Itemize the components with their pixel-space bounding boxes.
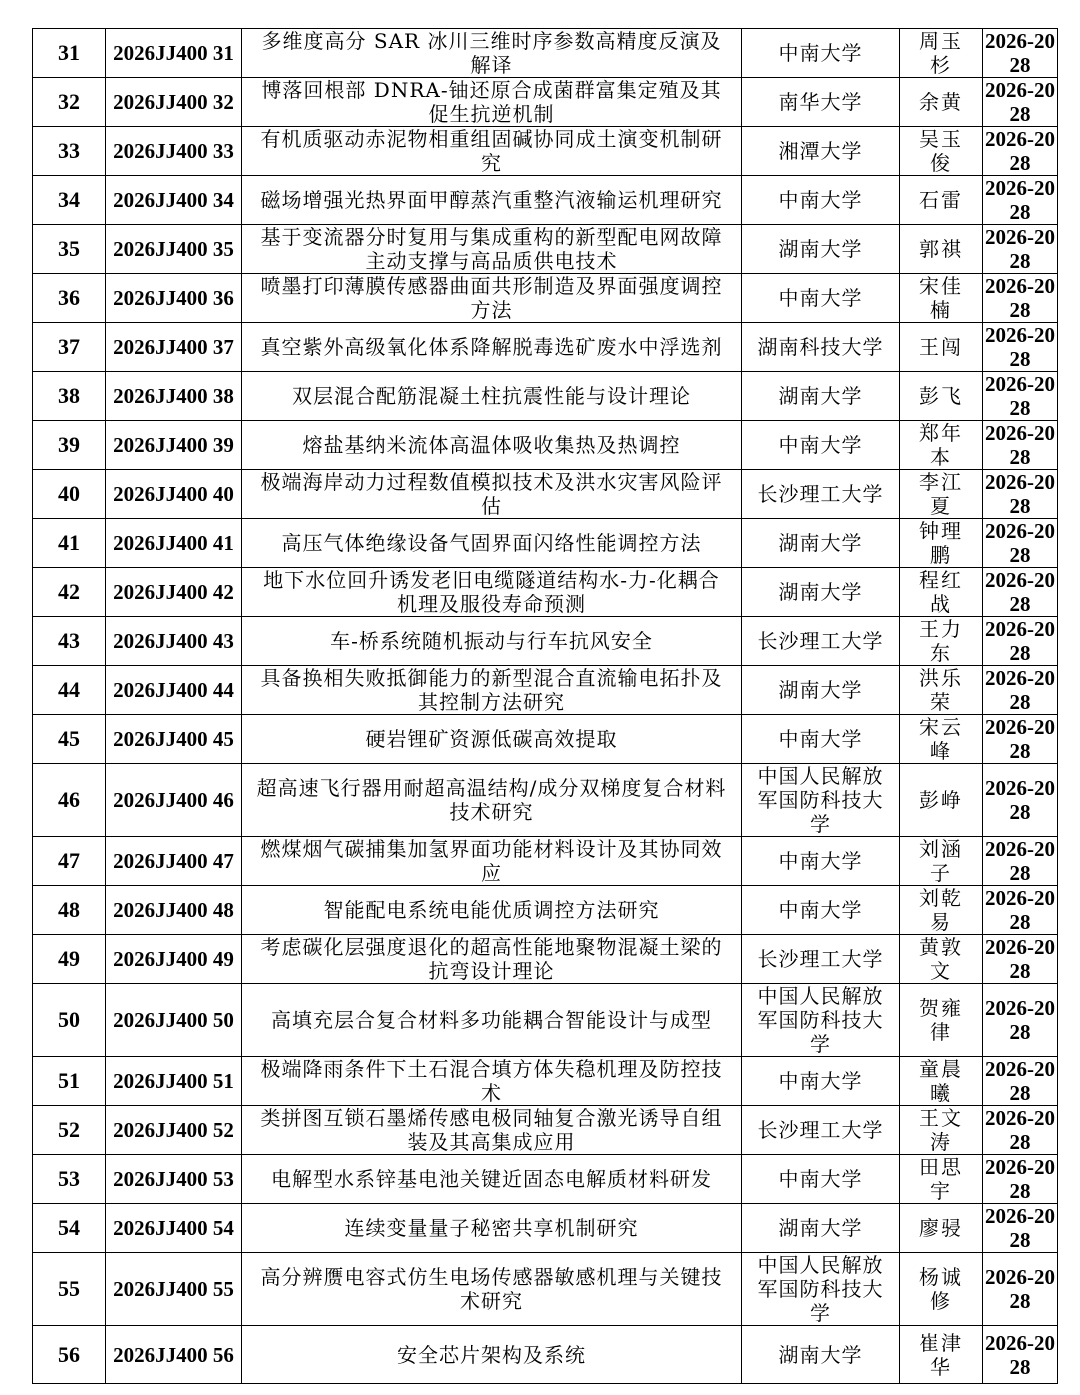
host-unit: 中南大学 [742, 274, 900, 323]
project-leader: 石雷 [900, 176, 983, 225]
row-number: 42 [33, 568, 106, 617]
table-row [33, 715, 1058, 764]
project-leader: 田思宇 [900, 1155, 983, 1204]
project-code: 2026JJ400 52 [106, 1106, 242, 1155]
row-number: 55 [33, 1253, 106, 1326]
project-leader: 郭祺 [900, 225, 983, 274]
project-title: 超高速飞行器用耐超高温结构/成分双梯度复合材料技术研究 [242, 764, 742, 837]
project-period: 2026-20 28 [983, 127, 1058, 176]
project-period: 2026-20 28 [983, 372, 1058, 421]
project-title: 地下水位回升诱发老旧电缆隧道结构水-力-化耦合机理及服役寿命预测 [242, 568, 742, 617]
project-code: 2026JJ400 38 [106, 372, 242, 421]
row-number: 44 [33, 666, 106, 715]
project-title: 熔盐基纳米流体高温体吸收集热及热调控 [242, 421, 742, 470]
table-row [33, 1106, 1058, 1155]
project-period: 2026-20 28 [983, 225, 1058, 274]
project-period: 2026-20 28 [983, 715, 1058, 764]
host-unit: 湘潭大学 [742, 127, 900, 176]
project-period: 2026-20 28 [983, 1106, 1058, 1155]
table-row [33, 666, 1058, 715]
table-row [33, 421, 1058, 470]
project-code: 2026JJ400 46 [106, 764, 242, 837]
project-leader: 余黄 [900, 78, 983, 127]
host-unit: 中南大学 [742, 29, 900, 78]
project-title: 车-桥系统随机振动与行车抗风安全 [242, 617, 742, 666]
table-row [33, 176, 1058, 225]
project-leader: 宋佳楠 [900, 274, 983, 323]
row-number: 41 [33, 519, 106, 568]
row-number: 32 [33, 78, 106, 127]
row-number: 34 [33, 176, 106, 225]
table-row [33, 935, 1058, 984]
project-title: 连续变量量子秘密共享机制研究 [242, 1204, 742, 1253]
host-unit: 中南大学 [742, 837, 900, 886]
project-title: 具备换相失败抵御能力的新型混合直流输电拓扑及其控制方法研究 [242, 666, 742, 715]
project-period: 2026-20 28 [983, 886, 1058, 935]
project-code: 2026JJ400 53 [106, 1155, 242, 1204]
project-title: 博落回根部 DNRA-铀还原合成菌群富集定殖及其促生抗逆机制 [242, 78, 742, 127]
row-number: 51 [33, 1057, 106, 1106]
project-table-body [33, 29, 1058, 1384]
project-period: 2026-20 28 [983, 421, 1058, 470]
host-unit: 中国人民解放军国防科技大学 [742, 764, 900, 837]
table-row [33, 1057, 1058, 1106]
row-number: 53 [33, 1155, 106, 1204]
host-unit: 长沙理工大学 [742, 470, 900, 519]
project-code: 2026JJ400 45 [106, 715, 242, 764]
project-leader: 崔津华 [900, 1326, 983, 1384]
project-period: 2026-20 28 [983, 1057, 1058, 1106]
host-unit: 湖南科技大学 [742, 323, 900, 372]
project-period: 2026-20 28 [983, 176, 1058, 225]
project-leader: 彭飞 [900, 372, 983, 421]
host-unit: 长沙理工大学 [742, 617, 900, 666]
row-number: 36 [33, 274, 106, 323]
project-leader: 王文涛 [900, 1106, 983, 1155]
project-code: 2026JJ400 56 [106, 1326, 242, 1384]
table-row [33, 225, 1058, 274]
project-title: 燃煤烟气碳捕集加氢界面功能材料设计及其协同效应 [242, 837, 742, 886]
row-number: 48 [33, 886, 106, 935]
project-period: 2026-20 28 [983, 323, 1058, 372]
table-row [33, 470, 1058, 519]
project-title: 智能配电系统电能优质调控方法研究 [242, 886, 742, 935]
project-code: 2026JJ400 32 [106, 78, 242, 127]
table-row [33, 127, 1058, 176]
project-code: 2026JJ400 40 [106, 470, 242, 519]
table-row [33, 274, 1058, 323]
table-row [33, 29, 1058, 78]
host-unit: 中南大学 [742, 715, 900, 764]
host-unit: 中南大学 [742, 176, 900, 225]
project-period: 2026-20 28 [983, 837, 1058, 886]
row-number: 43 [33, 617, 106, 666]
project-period: 2026-20 28 [983, 666, 1058, 715]
project-title: 基于变流器分时复用与集成重构的新型配电网故障主动支撑与高品质供电技术 [242, 225, 742, 274]
host-unit: 湖南大学 [742, 666, 900, 715]
row-number: 45 [33, 715, 106, 764]
host-unit: 中南大学 [742, 1057, 900, 1106]
row-number: 54 [33, 1204, 106, 1253]
project-title: 电解型水系锌基电池关键近固态电解质材料研发 [242, 1155, 742, 1204]
table-row [33, 1155, 1058, 1204]
project-title: 有机质驱动赤泥物相重组固碱协同成土演变机制研究 [242, 127, 742, 176]
row-number: 33 [33, 127, 106, 176]
table-row [33, 886, 1058, 935]
project-title: 极端降雨条件下土石混合填方体失稳机理及防控技术 [242, 1057, 742, 1106]
project-leader: 王闯 [900, 323, 983, 372]
project-title: 高填充层合复合材料多功能耦合智能设计与成型 [242, 984, 742, 1057]
project-period: 2026-20 28 [983, 78, 1058, 127]
table-row [33, 1326, 1058, 1384]
project-code: 2026JJ400 55 [106, 1253, 242, 1326]
host-unit: 长沙理工大学 [742, 1106, 900, 1155]
row-number: 50 [33, 984, 106, 1057]
project-code: 2026JJ400 54 [106, 1204, 242, 1253]
project-period: 2026-20 28 [983, 29, 1058, 78]
project-title: 硬岩锂矿资源低碳高效提取 [242, 715, 742, 764]
project-code: 2026JJ400 39 [106, 421, 242, 470]
table-row [33, 1204, 1058, 1253]
table-row [33, 837, 1058, 886]
host-unit: 中南大学 [742, 1155, 900, 1204]
project-title: 真空紫外高级氧化体系降解脱毒选矿废水中浮选剂 [242, 323, 742, 372]
project-leader: 刘乾易 [900, 886, 983, 935]
host-unit: 湖南大学 [742, 1204, 900, 1253]
table-row [33, 1253, 1058, 1326]
host-unit: 中国人民解放军国防科技大学 [742, 1253, 900, 1326]
row-number: 38 [33, 372, 106, 421]
project-leader: 童晨曦 [900, 1057, 983, 1106]
project-title: 极端海岸动力过程数值模拟技术及洪水灾害风险评估 [242, 470, 742, 519]
host-unit: 湖南大学 [742, 372, 900, 421]
project-code: 2026JJ400 43 [106, 617, 242, 666]
project-period: 2026-20 28 [983, 764, 1058, 837]
project-leader: 宋云峰 [900, 715, 983, 764]
table-row [33, 764, 1058, 837]
project-leader: 刘涵子 [900, 837, 983, 886]
project-code: 2026JJ400 33 [106, 127, 242, 176]
project-period: 2026-20 28 [983, 519, 1058, 568]
project-leader: 吴玉俊 [900, 127, 983, 176]
table-row [33, 984, 1058, 1057]
project-period: 2026-20 28 [983, 274, 1058, 323]
table-row [33, 323, 1058, 372]
project-leader: 李江夏 [900, 470, 983, 519]
project-leader: 廖骎 [900, 1204, 983, 1253]
row-number: 49 [33, 935, 106, 984]
project-code: 2026JJ400 36 [106, 274, 242, 323]
project-title: 磁场增强光热界面甲醇蒸汽重整汽液输运机理研究 [242, 176, 742, 225]
project-leader: 杨诚修 [900, 1253, 983, 1326]
project-title: 双层混合配筋混凝土柱抗震性能与设计理论 [242, 372, 742, 421]
project-title: 类拼图互锁石墨烯传感电极同轴复合激光诱导自组装及其高集成应用 [242, 1106, 742, 1155]
project-title: 高分辨赝电容式仿生电场传感器敏感机理与关键技术研究 [242, 1253, 742, 1326]
project-leader: 周玉杉 [900, 29, 983, 78]
project-period: 2026-20 28 [983, 568, 1058, 617]
host-unit: 湖南大学 [742, 225, 900, 274]
row-number: 40 [33, 470, 106, 519]
row-number: 52 [33, 1106, 106, 1155]
host-unit: 南华大学 [742, 78, 900, 127]
host-unit: 长沙理工大学 [742, 935, 900, 984]
host-unit: 中国人民解放军国防科技大学 [742, 984, 900, 1057]
project-code: 2026JJ400 50 [106, 984, 242, 1057]
project-code: 2026JJ400 47 [106, 837, 242, 886]
row-number: 37 [33, 323, 106, 372]
table-row [33, 617, 1058, 666]
project-title: 考虑碳化层强度退化的超高性能地聚物混凝土梁的抗弯设计理论 [242, 935, 742, 984]
row-number: 35 [33, 225, 106, 274]
project-code: 2026JJ400 49 [106, 935, 242, 984]
project-code: 2026JJ400 42 [106, 568, 242, 617]
project-period: 2026-20 28 [983, 470, 1058, 519]
project-code: 2026JJ400 35 [106, 225, 242, 274]
table-row [33, 372, 1058, 421]
project-code: 2026JJ400 44 [106, 666, 242, 715]
project-code: 2026JJ400 34 [106, 176, 242, 225]
project-leader: 王力东 [900, 617, 983, 666]
project-leader: 洪乐荣 [900, 666, 983, 715]
host-unit: 湖南大学 [742, 519, 900, 568]
host-unit: 湖南大学 [742, 1326, 900, 1384]
project-leader: 黄敦文 [900, 935, 983, 984]
row-number: 39 [33, 421, 106, 470]
host-unit: 湖南大学 [742, 568, 900, 617]
project-period: 2026-20 28 [983, 1326, 1058, 1384]
project-code: 2026JJ400 48 [106, 886, 242, 935]
table-row [33, 78, 1058, 127]
project-period: 2026-20 28 [983, 1204, 1058, 1253]
project-code: 2026JJ400 41 [106, 519, 242, 568]
project-title: 多维度高分 SAR 冰川三维时序参数高精度反演及解译 [242, 29, 742, 78]
project-title: 安全芯片架构及系统 [242, 1326, 742, 1384]
project-period: 2026-20 28 [983, 1155, 1058, 1204]
project-code: 2026JJ400 37 [106, 323, 242, 372]
host-unit: 中南大学 [742, 886, 900, 935]
project-period: 2026-20 28 [983, 984, 1058, 1057]
project-period: 2026-20 28 [983, 935, 1058, 984]
row-number: 47 [33, 837, 106, 886]
row-number: 56 [33, 1326, 106, 1384]
project-leader: 贺雍律 [900, 984, 983, 1057]
table-row [33, 568, 1058, 617]
project-code: 2026JJ400 31 [106, 29, 242, 78]
project-period: 2026-20 28 [983, 617, 1058, 666]
project-table [32, 28, 1058, 1384]
row-number: 46 [33, 764, 106, 837]
row-number: 31 [33, 29, 106, 78]
project-title: 喷墨打印薄膜传感器曲面共形制造及界面强度调控方法 [242, 274, 742, 323]
project-leader: 郑年本 [900, 421, 983, 470]
project-leader: 彭峥 [900, 764, 983, 837]
project-leader: 钟理鹏 [900, 519, 983, 568]
project-code: 2026JJ400 51 [106, 1057, 242, 1106]
project-period: 2026-20 28 [983, 1253, 1058, 1326]
host-unit: 中南大学 [742, 421, 900, 470]
table-row [33, 519, 1058, 568]
project-leader: 程红战 [900, 568, 983, 617]
project-title: 高压气体绝缘设备气固界面闪络性能调控方法 [242, 519, 742, 568]
